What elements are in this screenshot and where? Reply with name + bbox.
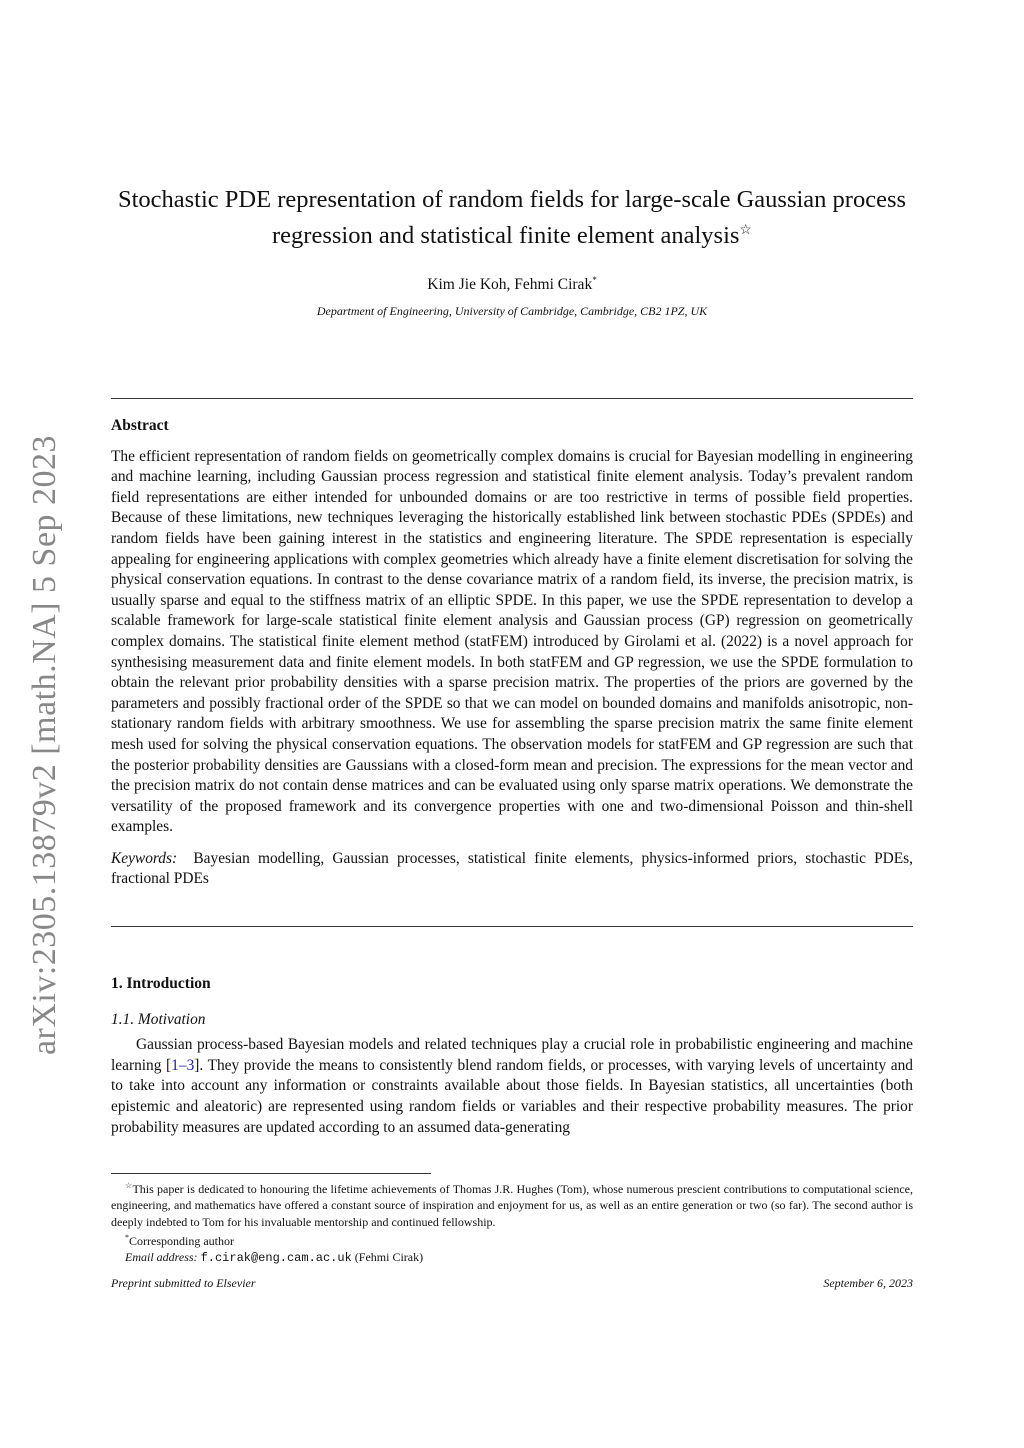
footnote-email [111,1249,913,1266]
email-label: Email address: [125,1250,198,1265]
footnote-dedication-text: This paper is dedicated to honouring the lifetime achievements of Thomas J.R. Hughes (Tom), whose numerous prescient contributions to computational science, engineering, and mathematics have offered a constant source of inspiration and enjoyment for us, as well as an entire generation or two (so far). The second author is deeply indebted to Tom for his invaluable mentorship and continued fellowship. [111,1182,914,1229]
divider-bottom [111,926,913,927]
footnote-corresponding [111,1230,913,1249]
footnote-mark: * [125,1232,129,1242]
introduction [111,974,913,1138]
title-text: Stochastic PDE representation of random fields for large-scale Gaussian process regression and statistical finite element analysis [117,186,907,250]
intro-paragraph [111,1035,913,1138]
arxiv-watermark: arXiv:2305.13879v2 [math.NA] 5 Sep 2023 [26,434,63,1056]
author-footnote-mark: * [592,275,597,285]
citation-link[interactable]: 1–3 [171,1056,195,1074]
abstract-heading: Abstract [111,417,169,434]
section-heading: 1. Introduction [111,975,211,992]
footnotes [111,1178,913,1266]
footnote-rule [111,1173,431,1174]
author-names: Kim Jie Koh, Fehmi Cirak [427,276,593,294]
keywords [111,849,913,890]
intro-text: Gaussian process-based Bayesian models and related techniques play a crucial role in probabilistic engineering and machine learning [ [111,1036,913,1074]
email-name: (Fehmi Cirak) [354,1250,424,1265]
divider-top [111,398,913,399]
email-link[interactable]: f.cirak@eng.cam.ac.uk [200,1251,352,1266]
footnote-mark: ☆ [125,1181,133,1190]
footer-date: September 6, 2023 [823,1276,913,1290]
title-footnote-mark: ☆ [739,223,752,238]
subsection-heading: 1.1. Motivation [111,1010,206,1028]
authors [0,275,1024,294]
keywords-text: Bayesian modelling, Gaussian processes, statistical finite elements, physics-informed priors, stochastic PDEs, fractional PDEs [111,849,914,888]
page-footer [111,1276,913,1291]
abstract-text: The efficient representation of random fields on geometrically complex domains is crucial for Bayesian modelling in engineering and machine learning, including Gaussian process regression and statistical finite element analysis. Today’s prevalent random field representations are either intended for unbounded domains or are too restrictive in terms of possible field properties. Because of these limitations, new techniques leveraging the historically established link between stochastic PDEs (SPDEs) and random fields have been gaining interest in the statistics and engineering literature. The SPDE representation is especially appealing for engineering applications with complex geometries which already have a finite element discretisation for solving the physical conservation equations. In contrast to the dense covariance matrix of a random field, its inverse, the precision matrix, is usually sparse and equal to the stiffness matrix of an elliptic SPDE. In this paper, we use the SPDE representation to develop a scalable framework for large-scale statistical finite element analysis and Gaussian process (GP) regression on geometrically complex domains. The statistical finite element method (statFEM) introduced by Girolami et al. (2022) is a novel approach for synthesising measurement data and finite element models. In both statFEM and GP regression, we use the SPDE formulation to obtain the relevant prior probability densities with a sparse precision matrix. The properties of the priors are governed by the parameters and possibly fractional order of the SPDE so that we can model on bounded domains and manifolds anisotropic, non-stationary random fields with arbitrary smoothness. We use for assembling the sparse precision matrix the same finite element mesh used for solving the physical conservation equations. The observation models for statFEM and GP regression are such that the posterior probability densities are Gaussians with a closed-form mean and precision. The expressions for the mean vector and the precision matrix do not contain dense matrices and can be evaluated using only sparse matrix operations. We demonstrate the versatility of the proposed framework and its convergence properties with one and two-dimensional Poisson and thin-shell examples. [111,447,913,836]
intro-text-cont: ]. They provide the means to consistently blend random fields, or processes, with varying levels of uncertainty and to take into account any information or constraints available about those fields. In Bayesian statistics, all uncertainties (both epistemic and aleatoric) are represented using random fields or variables and their respective probability measures. The prior probability measures are updated according to an assumed data-generating [111,1056,913,1136]
affiliation: Department of Engineering, University of Cambridge, Cambridge, CB2 1PZ, UK [316,304,708,318]
footnote-corresponding-text: Corresponding author [129,1233,234,1248]
footnote-dedication [111,1178,913,1230]
paper-title [100,184,924,251]
footer-left: Preprint submitted to Elsevier [111,1276,256,1290]
abstract [111,416,913,890]
keywords-label: Keywords: [111,849,178,867]
